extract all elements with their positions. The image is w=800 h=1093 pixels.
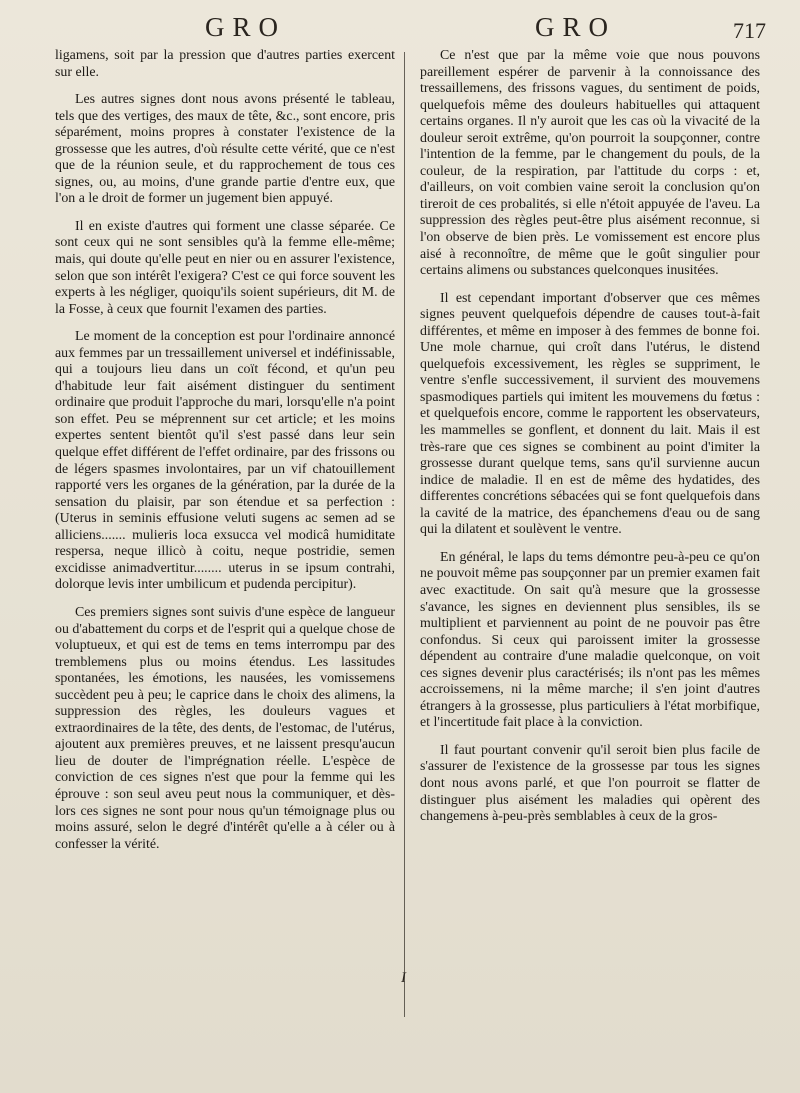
left-column <box>55 48 395 853</box>
running-head-right: GRO <box>535 12 617 42</box>
paragraph: En général, le laps du tems démontre peu-à-peu ce qu'on ne pouvoit même pas soupçonner par un premier examen fait avec exactitude. On sait qu'à mesure que la grossesse s'avance, les signes en deviennent plus sensibles, ils se multiplient et parviennent au point de ne pouvoir pas être confondus. Si ceux qui paroissent imiter la grossesse dépendent au contraire d'une maladie quelconque, on voit ces signes devenir plus caractérisés; ils n'ont pas les mêmes accroissemens, ni la même marche; il s'en joint d'autres étrangers à la grossesse, plus particuliers à l'état morbifique, et l'incertitude fait place à la conviction. <box>420 549 760 731</box>
paragraph: ligamens, soit par la pression que d'autres parties exercent sur elle. <box>55 48 395 80</box>
page-header <box>0 12 800 46</box>
column-divider <box>404 52 405 1017</box>
paragraph: Il faut pourtant convenir qu'il seroit bien plus facile de s'assurer de l'existence de la grossesse par tous les signes dont nous avons parlé, et que l'on pourroit se flatter de distinguer plus aisément les maladies qui opèrent des changemens à-peu-près semblables à ceux de la gros- <box>420 742 760 825</box>
signature-mark: I <box>401 970 406 986</box>
page-number: 717 <box>733 18 766 43</box>
paragraph: Ces premiers signes sont suivis d'une espèce de langueur ou d'abattement du corps et de l'esprit qui a quelque chose de voluptueux, et qui est de tems en tems interrompu par des tremblemens plus ou moins étendus. Les lassitudes spontanées, les émotions, les nausées, les vomissemens succèdent peu à peu; le caprice dans le choix des alimens, la suppression des règles, les douleurs vagues et extraordinaires de la tête, des dents, de l'estomac, de l'utérus, ajoutent aux premières preuves, et ne laissent presqu'aucun lieu de douter de l'imprégnation réelle. L'espèce de conviction de ces signes n'est que pour la femme qui les éprouve : son seul aveu peut nous la communiquer, et dès-lors ces signes ne sont pour nous qu'un témoignage plus ou moins assuré, selon le degré d'intérêt qu'elle a à céler ou à confesser la vérité. <box>55 604 395 852</box>
right-column <box>420 48 760 826</box>
paragraph: Ce n'est que par la même voie que nous pouvons pareillement espérer de parvenir à la connoissance des tressaillemens, des frissons vagues, du sentiment de poids, quelquefois même des douleurs habituelles qui attaquent certains organes. Il n'y auroit que les cas où la vivacité de la douleur seroit extrême, qu'on pourroit la soupçonner, contre l'intention de la femme, par le changement du pouls, de la couleur, de la respiration, par l'attitude du corps : et, d'ailleurs, on voit combien vaine seroit la conclusion qu'on tireroit de ces probalités, si elle n'étoit appuyée de l'aveu. La suppression des règles peut-être plus aisément reconnue, si l'on observe de bien près. Le vomissement est encore plus aisé à reconnoître, de même que le goût singulier pour certains alimens ou substances quelconques inusitées. <box>420 48 760 279</box>
paragraph: Le moment de la conception est pour l'ordinaire annoncé aux femmes par un tressaillement universel et indéfinissable, qui a toujours lieu dans un coït fécond, et qu'un peu d'habitude leur fait aisément distinguer du sentiment ordinaire que produit l'approche du mari, lorsqu'elle n'a point son effet. Peu se méprennent sur cet article; et les moins expertes sentent bientôt qu'il s'est passé dans leur sein quelque effet différent de l'effet ordinaire, par des frissons ou de légers spasmes involontaires, par un vif chatouillement rapporté vers les organes de la génération, par la durée de la sensation du plaisir, par son étendue et sa perfection : (Uterus in seminis effusione veluti sugens ac semen ad se alliciens....... mulieris loca exsucca vel modicâ humiditate respersa, neque illicò à coitu, neque postridie, semen excidisse animadvertitur........ uterus in se ipsum contrahi, dolorque levis inter umbilicum et pudenda percipitur). <box>55 329 395 593</box>
paragraph: Les autres signes dont nous avons présenté le tableau, tels que des vertiges, des maux de tête, &c., sont encore, pris séparément, moins propres à constater l'existence de la grossesse que les autres, d'où résulte cette vérité, que ce n'est que de la réunion seule, et du rapprochement de tous ces signes, ou, au moins, d'une grande partie d'entre eux, que l'on a le droit de former un jugement bien appuyé. <box>55 92 395 207</box>
paragraph: Il est cependant important d'observer que ces mêmes signes peuvent quelquefois dépendre de causes tout-à-fait différentes, et même en imposer à des femmes de bonne foi. Une mole charnue, qui croît dans l'utérus, le distend quelquefois excessivement, les règles se suppriment, le ventre s'enfle successivement, il survient des mouvemens spasmodiques partiels qui imitent les mouvemens du fœtus : et quelquefois encore, comme le rapportent les observateurs, les mammelles se gonflent, et donnent du lait. Mais il est très-rare que ces signes se combinent au point d'imiter la grossesse durant quelque tems, sans qu'il survienne aucun indice de maladie. Il en est de même des hydatides, des differentes concrétions sébacées qui se font quelquefois dans la cavité de la matrice, des épanchemens d'eau ou de sang qui la dilatent et soulèvent le ventre. <box>420 290 760 538</box>
paragraph: Il en existe d'autres qui forment une classe séparée. Ce sont ceux qui ne sont sensibles qu'à la femme elle-même; mais, qui doute qu'elle peut en nier ou en assurer l'existence, selon que son intérêt l'exigera? C'est ce qui force souvent les experts à les négliger, quoiqu'ils soient supérieurs, dit M. de la Fosse, à ceux que fournit l'examen des parties. <box>55 218 395 317</box>
running-head-left: GRO <box>205 12 287 42</box>
